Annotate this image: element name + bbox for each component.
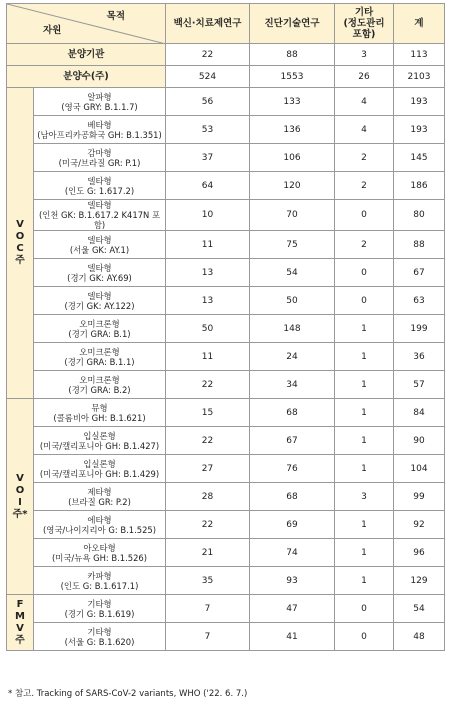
summary-label: 분양수(주): [7, 66, 166, 88]
variant-lineage: (인도 G: 1.617.2): [64, 185, 135, 196]
value-cell: 113: [394, 44, 445, 66]
group-label-glyph: C: [16, 243, 24, 254]
variant-lineage: (영국/나이지리아 G: B.1.525): [42, 524, 156, 535]
value-cell: 1: [335, 315, 394, 343]
variant-row: [7, 200, 445, 231]
value-cell: 50: [166, 315, 250, 343]
variant-name: 아오타형: [83, 542, 116, 553]
value-cell: 84: [394, 399, 445, 427]
variant-row: [7, 116, 445, 144]
value-cell: 56: [166, 88, 250, 116]
value-cell: 26: [335, 66, 394, 88]
value-cell: 68: [250, 483, 335, 511]
variant-row: [7, 287, 445, 315]
variant-row: [7, 595, 445, 623]
value-cell: 1: [335, 567, 394, 595]
value-cell: 88: [394, 231, 445, 259]
group-label-glyph: O: [15, 231, 25, 242]
variant-row: [7, 511, 445, 539]
value-cell: 36: [394, 343, 445, 371]
value-cell: 186: [394, 172, 445, 200]
value-cell: 2103: [394, 66, 445, 88]
variant-name: 델타형: [87, 262, 112, 273]
group-label-glyph: I: [18, 496, 22, 508]
variant-lineage: (경기 GRA: B.2): [68, 384, 131, 395]
variant-name-cell: [34, 116, 166, 144]
variant-name-cell: [34, 231, 166, 259]
variant-name: 오미크론형: [79, 318, 120, 329]
value-cell: 145: [394, 144, 445, 172]
variant-name-cell: [34, 88, 166, 116]
group-label-glyph: 주: [15, 634, 25, 646]
group-label-glyph: 주*: [12, 508, 28, 520]
variant-lineage: (영국 GRY: B.1.1.7): [61, 101, 138, 112]
value-cell: 22: [166, 511, 250, 539]
variant-name: 에타형: [87, 514, 112, 525]
value-cell: 11: [166, 343, 250, 371]
value-cell: 63: [394, 287, 445, 315]
value-cell: 93: [250, 567, 335, 595]
variant-name: 입실론형: [83, 430, 116, 441]
variant-name-cell: [34, 539, 166, 567]
variant-name-cell: [34, 623, 166, 651]
value-cell: 22: [166, 427, 250, 455]
variant-row: [7, 399, 445, 427]
value-cell: 15: [166, 399, 250, 427]
value-cell: 75: [250, 231, 335, 259]
value-cell: 22: [166, 371, 250, 399]
variant-name-cell: [34, 371, 166, 399]
variant-name-cell: [34, 200, 166, 231]
value-cell: 11: [166, 231, 250, 259]
value-cell: 148: [250, 315, 335, 343]
group-label-glyph: M: [15, 610, 25, 622]
variant-name: 제타형: [87, 486, 112, 497]
value-cell: 1553: [250, 66, 335, 88]
value-cell: 90: [394, 427, 445, 455]
group-label-cell: [7, 399, 34, 595]
group-label-glyph: V: [16, 622, 24, 634]
value-cell: 80: [394, 200, 445, 231]
value-cell: 0: [335, 595, 394, 623]
variant-lineage: (미국/캘리포니아 GH: B.1.429): [39, 468, 160, 479]
value-cell: 0: [335, 200, 394, 231]
variant-lineage: (경기 GRA: B.1): [68, 328, 131, 339]
column-axis-label: 목적: [106, 11, 125, 22]
group-label-glyph: 주: [15, 255, 25, 266]
value-cell: 193: [394, 116, 445, 144]
variant-name: 베타형: [87, 119, 112, 130]
value-cell: 7: [166, 623, 250, 651]
variant-lineage: (미국/브라질 GR: P.1): [58, 157, 141, 168]
variant-lineage: (경기 GRA: B.1.1): [64, 356, 135, 367]
footnote: * 참고. Tracking of SARS-CoV-2 variants, WHO ('22. 6. 7.): [8, 689, 248, 699]
variant-lineage: (콜롬비아 GH: B.1.621): [53, 412, 146, 423]
value-cell: 74: [250, 539, 335, 567]
variant-name: 카파형: [87, 570, 112, 581]
value-cell: 106: [250, 144, 335, 172]
value-cell: 92: [394, 511, 445, 539]
variant-row: [7, 567, 445, 595]
value-cell: 133: [250, 88, 335, 116]
value-cell: 129: [394, 567, 445, 595]
value-cell: 2: [335, 144, 394, 172]
variant-lineage: (미국/캘리포니아 GH: B.1.427): [39, 440, 160, 451]
value-cell: 67: [250, 427, 335, 455]
variant-row: [7, 259, 445, 287]
value-cell: 2: [335, 172, 394, 200]
variant-row: [7, 88, 445, 116]
variant-name-cell: [34, 483, 166, 511]
col-header-other-line3: 포함): [352, 29, 376, 40]
value-cell: 64: [166, 172, 250, 200]
value-cell: 50: [250, 287, 335, 315]
variant-name: 델타형: [87, 234, 112, 245]
col-header-total: 계: [394, 4, 445, 44]
value-cell: 199: [394, 315, 445, 343]
variant-name: 델타형: [87, 175, 112, 186]
value-cell: 1: [335, 455, 394, 483]
group-label-glyph: V: [16, 472, 24, 484]
variant-name-cell: [34, 595, 166, 623]
variant-row: [7, 539, 445, 567]
value-cell: 34: [250, 371, 335, 399]
value-cell: 24: [250, 343, 335, 371]
variant-lineage: (서울 G: B.1.620): [64, 636, 135, 647]
value-cell: 1: [335, 511, 394, 539]
variant-lineage: (인천 GK: B.1.617.2 K417N 포함): [38, 210, 161, 230]
value-cell: 41: [250, 623, 335, 651]
variant-name-cell: [34, 144, 166, 172]
variant-name-cell: [34, 567, 166, 595]
value-cell: 10: [166, 200, 250, 231]
value-cell: 2: [335, 231, 394, 259]
variant-name: 감마형: [87, 147, 112, 158]
value-cell: 37: [166, 144, 250, 172]
col-header-diagnosis: 진단기술연구: [250, 4, 335, 44]
group-label-cell: [7, 88, 34, 399]
variant-name-cell: [34, 511, 166, 539]
variant-name: 기타형: [87, 626, 112, 637]
value-cell: 22: [166, 44, 250, 66]
variant-row: [7, 144, 445, 172]
variant-lineage: (서울 GK: AY.1): [69, 244, 130, 255]
value-cell: 96: [394, 539, 445, 567]
variant-row: [7, 623, 445, 651]
variant-lineage: (경기 GK: AY.122): [64, 300, 135, 311]
variant-row: [7, 483, 445, 511]
value-cell: 35: [166, 567, 250, 595]
value-cell: 21: [166, 539, 250, 567]
variant-lineage: (인도 G: B.1.617.1): [60, 580, 139, 591]
value-cell: 67: [394, 259, 445, 287]
row-axis-label: 자원: [43, 25, 62, 36]
summary-label: 분양기관: [7, 44, 166, 66]
variant-name: 알파형: [87, 91, 112, 102]
value-cell: 13: [166, 287, 250, 315]
value-cell: 13: [166, 259, 250, 287]
variant-name-cell: [34, 343, 166, 371]
value-cell: 69: [250, 511, 335, 539]
variant-name: 뮤형: [91, 402, 108, 413]
variant-name-cell: [34, 399, 166, 427]
variant-lineage: (남아프리카공화국 GH: B.1.351): [37, 129, 162, 140]
value-cell: 0: [335, 259, 394, 287]
col-header-other-line1: 기타: [354, 7, 374, 18]
variant-name-cell: [34, 172, 166, 200]
value-cell: 1: [335, 343, 394, 371]
variant-row: [7, 343, 445, 371]
value-cell: 54: [250, 259, 335, 287]
value-cell: 54: [394, 595, 445, 623]
variant-name: 델타형: [87, 290, 112, 301]
variant-row: [7, 455, 445, 483]
variant-row: [7, 427, 445, 455]
value-cell: 1: [335, 371, 394, 399]
variant-lineage: (브라질 GR: P.2): [68, 496, 131, 507]
header-row: [7, 4, 445, 44]
summary-row-strains: [7, 66, 445, 88]
value-cell: 88: [250, 44, 335, 66]
variant-row: [7, 172, 445, 200]
value-cell: 4: [335, 116, 394, 144]
value-cell: 524: [166, 66, 250, 88]
variant-name-cell: [34, 287, 166, 315]
value-cell: 3: [335, 44, 394, 66]
summary-row-institutions: [7, 44, 445, 66]
variant-lineage: (미국/뉴욕 GH: B.1.526): [51, 552, 148, 563]
col-header-other-line2: (정도관리: [343, 18, 385, 29]
diagonal-divider: [7, 4, 166, 44]
value-cell: 53: [166, 116, 250, 144]
group-label-glyph: F: [16, 598, 24, 610]
variant-row: [7, 231, 445, 259]
col-header-other: [335, 4, 394, 44]
value-cell: 28: [166, 483, 250, 511]
value-cell: 4: [335, 88, 394, 116]
value-cell: 7: [166, 595, 250, 623]
value-cell: 0: [335, 623, 394, 651]
value-cell: 27: [166, 455, 250, 483]
value-cell: 120: [250, 172, 335, 200]
variant-name-cell: [34, 427, 166, 455]
variant-lineage: (경기 G: B.1.619): [64, 608, 135, 619]
group-label-cell: [7, 595, 34, 651]
value-cell: 1: [335, 539, 394, 567]
variant-distribution-table: [6, 3, 445, 651]
value-cell: 136: [250, 116, 335, 144]
col-header-vaccine: 백신·치료제연구: [166, 4, 250, 44]
value-cell: 99: [394, 483, 445, 511]
value-cell: 0: [335, 287, 394, 315]
variant-name-cell: [34, 259, 166, 287]
variant-name: 델타형: [87, 200, 112, 210]
value-cell: 76: [250, 455, 335, 483]
group-label-glyph: V: [16, 219, 24, 230]
value-cell: 70: [250, 200, 335, 231]
variant-lineage: (경기 GK: AY.69): [67, 272, 132, 283]
value-cell: 57: [394, 371, 445, 399]
variant-name: 입실론형: [83, 458, 116, 469]
variant-row: [7, 315, 445, 343]
value-cell: 68: [250, 399, 335, 427]
variant-name-cell: [34, 455, 166, 483]
value-cell: 104: [394, 455, 445, 483]
value-cell: 193: [394, 88, 445, 116]
value-cell: 1: [335, 399, 394, 427]
value-cell: 48: [394, 623, 445, 651]
variant-row: [7, 371, 445, 399]
variant-name: 기타형: [87, 598, 112, 609]
variant-name: 오미크론형: [79, 374, 120, 385]
group-rows: [7, 88, 445, 651]
value-cell: 1: [335, 427, 394, 455]
header-corner-cell: [7, 4, 166, 44]
variant-name-cell: [34, 315, 166, 343]
group-label-glyph: O: [15, 484, 25, 496]
value-cell: 3: [335, 483, 394, 511]
variant-name: 오미크론형: [79, 346, 120, 357]
value-cell: 47: [250, 595, 335, 623]
